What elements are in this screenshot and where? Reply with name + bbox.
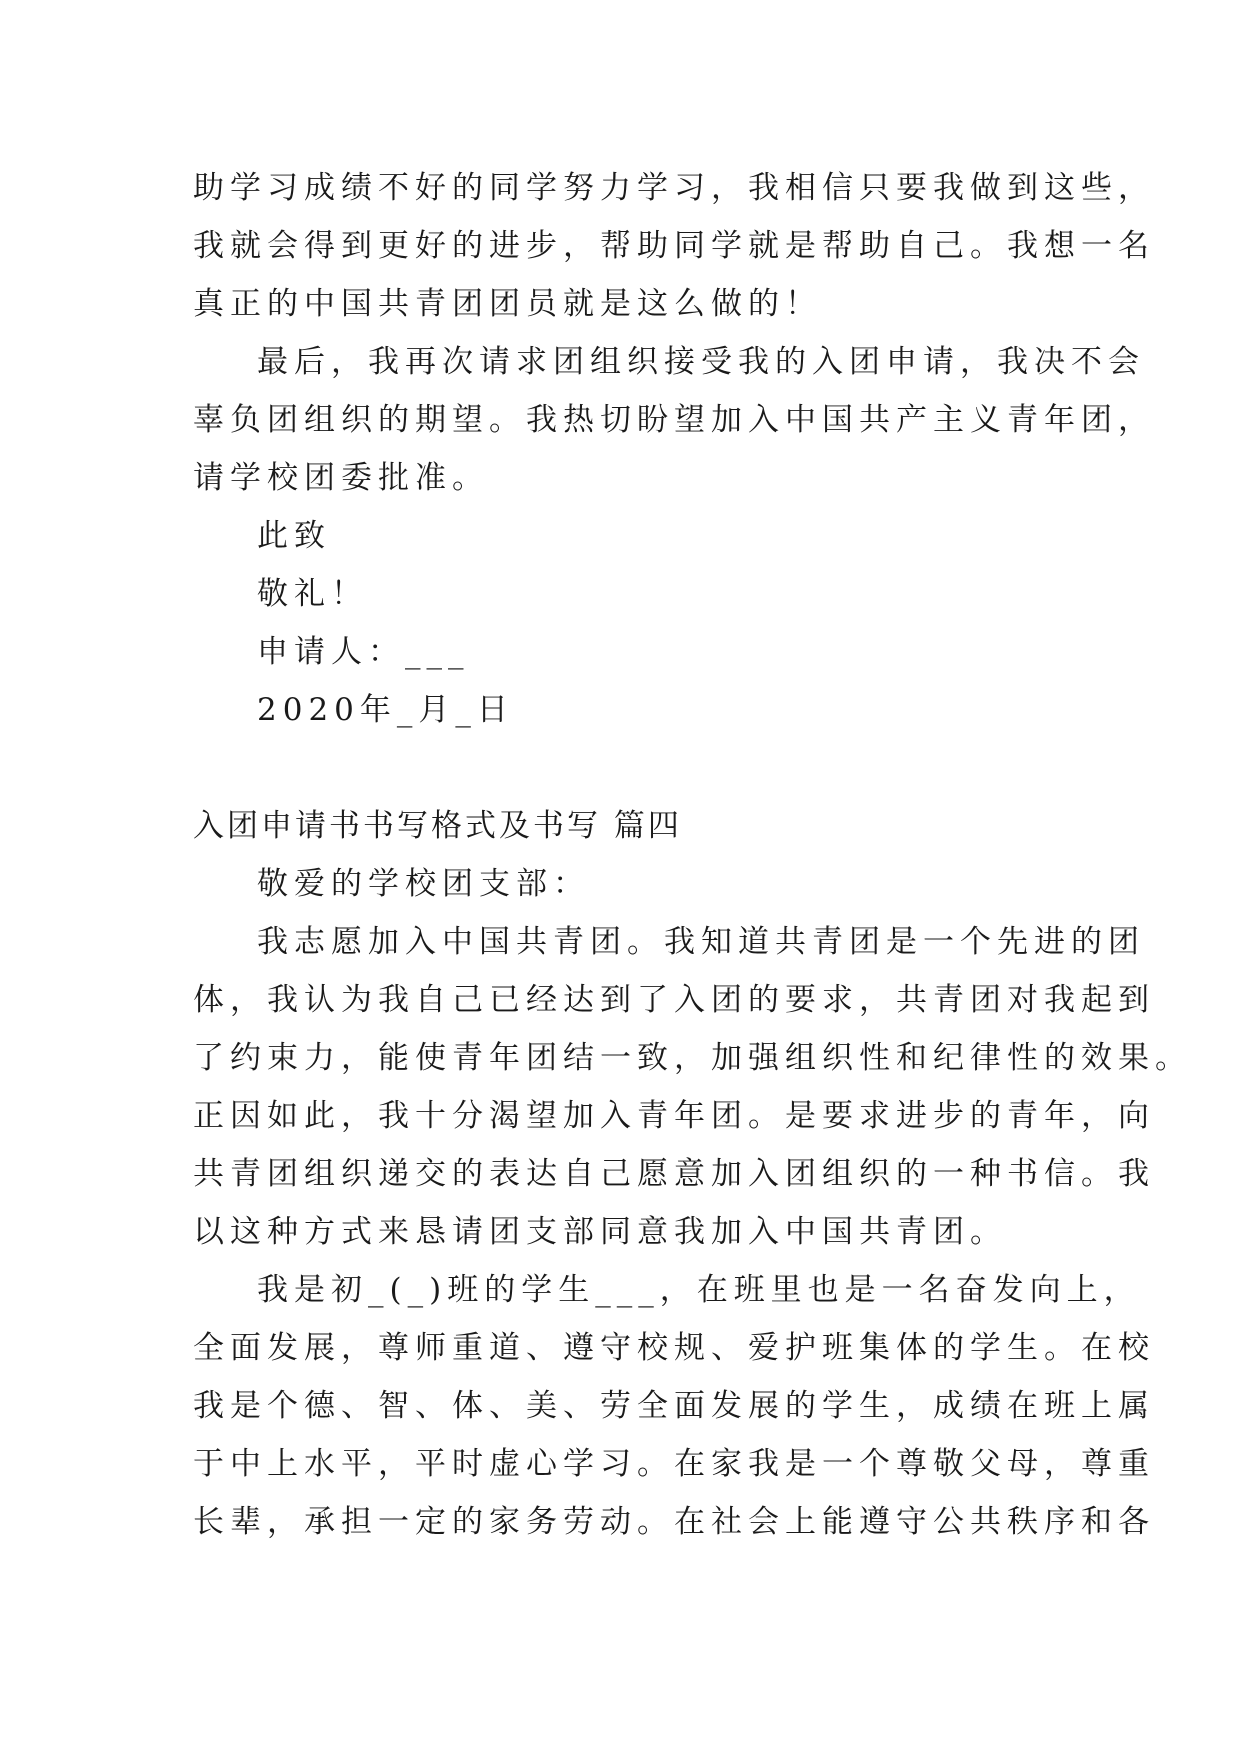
text-line: 最后，我再次请求团组织接受我的入团申请，我决不会 xyxy=(257,344,1145,380)
text-line: 辜负团组织的期望。我热切盼望加入中国共产主义青年团， xyxy=(193,402,1155,438)
text-line: 我就会得到更好的进步，帮助同学就是帮助自己。我想一名 xyxy=(193,228,1155,264)
text-line: 助学习成绩不好的同学努力学习，我相信只要我做到这些， xyxy=(193,170,1155,206)
greeting: 敬爱的学校团支部： xyxy=(257,866,590,902)
text-line: 我是初_(_)班的学生___，在班里也是一名奋发向上， xyxy=(257,1272,1141,1308)
closing-salute: 敬礼！ xyxy=(257,576,368,612)
closing-salute: 此致 xyxy=(257,518,331,554)
text-line: 正因如此，我十分渴望加入青年团。是要求进步的青年，向 xyxy=(193,1098,1155,1134)
text-line: 全面发展，尊师重道、遵守校规、爱护班集体的学生。在校 xyxy=(193,1330,1155,1366)
text-line: 于中上水平，平时虚心学习。在家我是一个尊敬父母，尊重 xyxy=(193,1446,1155,1482)
text-line: 真正的中国共青团团员就是这么做的！ xyxy=(193,286,822,322)
date-line: 2020年_月_日 xyxy=(257,692,514,728)
text-line: 我志愿加入中国共青团。我知道共青团是一个先进的团 xyxy=(257,924,1145,960)
applicant-line: 申请人：___ xyxy=(257,634,470,670)
text-line: 我是个德、智、体、美、劳全面发展的学生，成绩在班上属 xyxy=(193,1388,1155,1424)
text-line: 请学校团委批准。 xyxy=(193,460,489,496)
text-line: 了约束力，能使青年团结一致，加强组织性和纪律性的效果。 xyxy=(193,1040,1192,1076)
section-heading: 入团申请书书写格式及书写 篇四 xyxy=(193,808,682,844)
text-line: 共青团组织递交的表达自己愿意加入团组织的一种书信。我 xyxy=(193,1156,1155,1192)
text-line: 以这种方式来恳请团支部同意我加入中国共青团。 xyxy=(193,1214,1007,1250)
text-line: 长辈，承担一定的家务劳动。在社会上能遵守公共秩序和各 xyxy=(193,1504,1155,1540)
text-line: 体，我认为我自己已经达到了入团的要求，共青团对我起到 xyxy=(193,982,1155,1018)
